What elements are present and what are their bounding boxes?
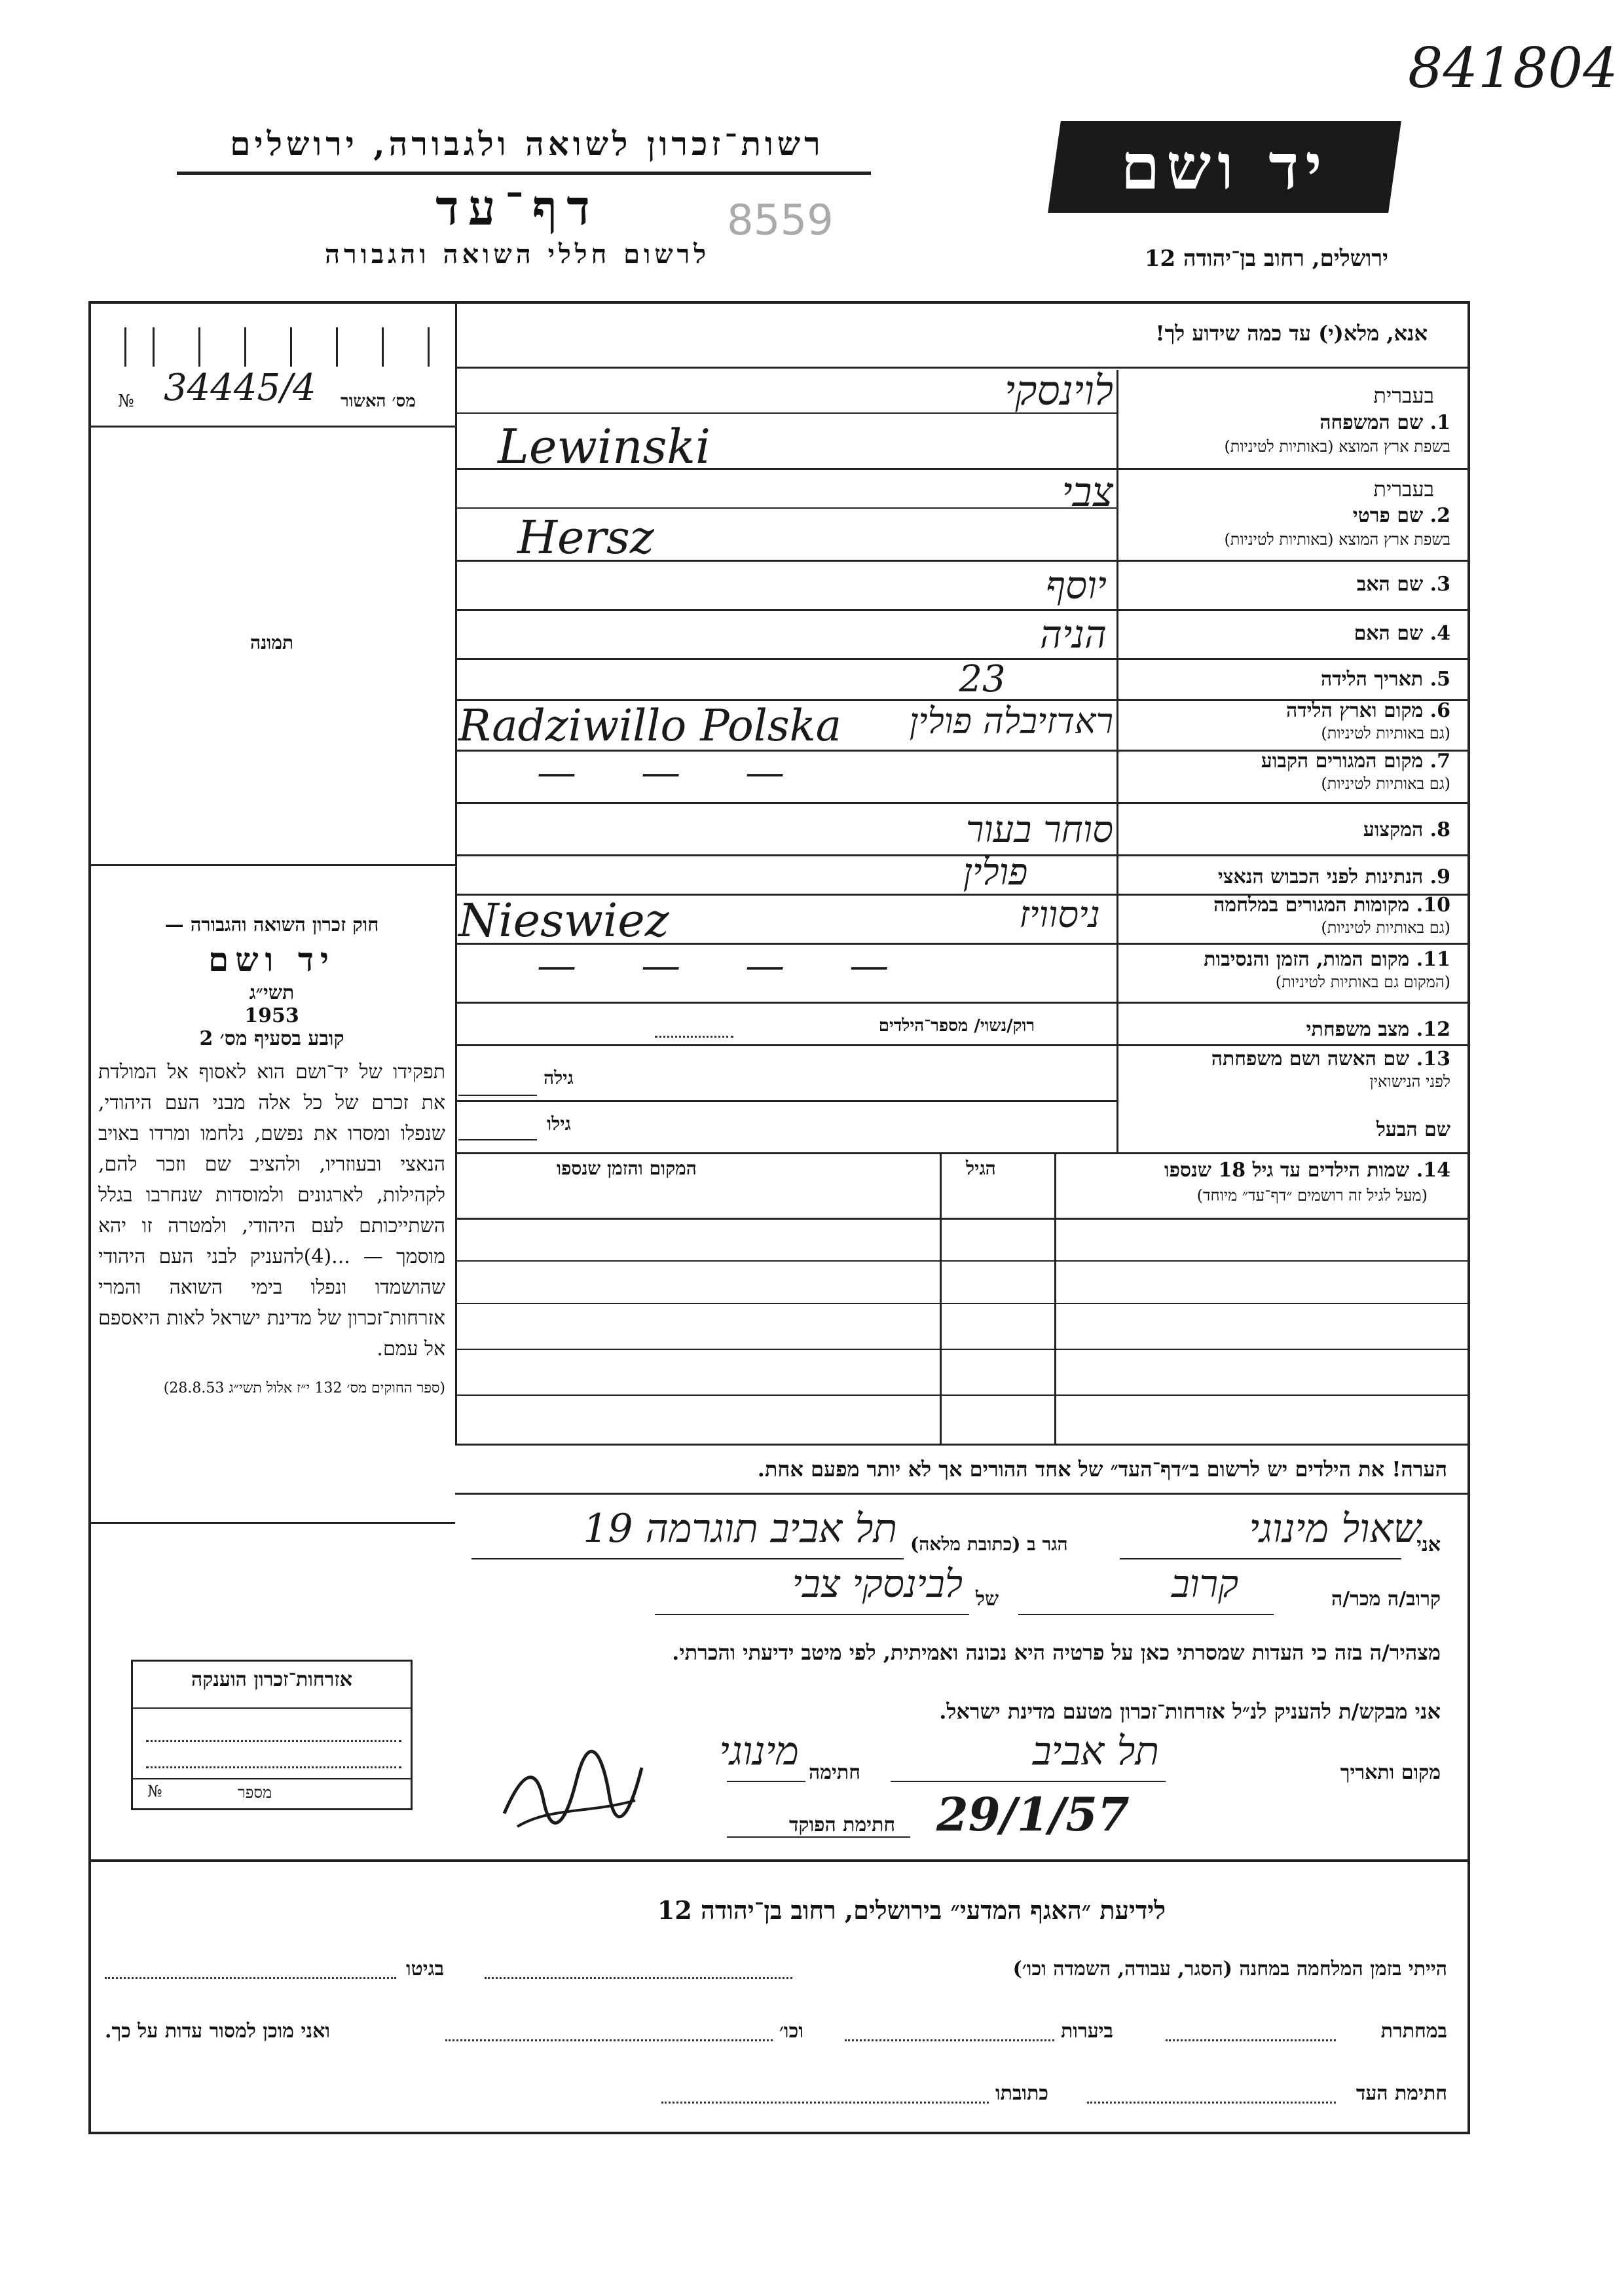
f12-num: 12. [1416,1018,1450,1041]
decl-signature: מינוגי [719,1728,799,1774]
f11-sub: (המקום גם באותיות לטיניות) [1275,973,1450,991]
f5-num: 5. [1430,668,1450,691]
f9-label-text: הנתינות לפני הכבוש הנאצי [1217,866,1424,888]
f2-label-text: שם פרטי [1352,504,1424,527]
tick [428,327,430,367]
f6-num: 6. [1430,699,1450,722]
f7-label-text: מקום המגורים הקבוע [1261,750,1424,773]
f14-label-text: שמות הילדים עד גיל 18 שנספו [1164,1159,1410,1182]
row-line [455,609,1470,611]
law-year-heb: תשי״ג [249,981,295,1004]
f11-num: 11. [1416,948,1450,971]
f12-label [1306,1018,1450,1041]
f5-value: 23 [959,658,1006,701]
dotted-line [485,1977,792,1979]
f14-col-age: הגיל [966,1157,996,1179]
row-line [891,1781,1166,1782]
row-line [455,507,1116,509]
decl-residing: הגר ב (כתובת מלאה) [910,1533,1068,1555]
row-line [455,1303,1470,1304]
bottom-underground: במחתרת [1380,2020,1447,2043]
decl-signature-label: חתימה [809,1761,860,1784]
row-line [455,560,1470,562]
f14-label [1164,1159,1450,1182]
row-line [1120,1558,1401,1559]
f10-label [1213,894,1450,917]
row-line [455,1260,1470,1262]
f4-label [1354,622,1450,645]
f3-num: 3. [1430,573,1450,596]
f1-label [1320,411,1450,434]
law-ref: (ספר החוקים מס׳ 132 י״ז אלול תשי״ג 28.8.53) [163,1380,445,1396]
f8-value: סוחר בעור [965,809,1113,851]
cert-number: 34445/4 [164,367,316,409]
row-line [88,864,455,866]
f9-num: 9. [1430,866,1450,888]
row-line [1018,1614,1274,1615]
f8-label-text: המקצוע [1363,818,1424,841]
f6-value-latin: Radziwillo Polska [458,701,842,751]
f1-num: 1. [1430,411,1450,434]
f7-sub: (גם באותיות לטיניות) [1321,774,1450,793]
law-year: 1953 [244,1004,299,1027]
f12-label-text: מצב משפחתי [1306,1018,1410,1041]
row-line [727,1836,910,1838]
row-line [458,1139,537,1140]
row-line [455,412,1116,414]
form-title: דף־עד [435,180,599,236]
f8-num: 8. [1430,818,1450,841]
f11-label-text: מקום המות, הזמן והנסיבות [1204,948,1410,971]
row-line [133,1778,411,1779]
row-line [455,1493,1470,1495]
citizenship-box [131,1660,413,1810]
bottom-ready: ואני מוכן למסור עדות על כך. [105,2020,331,2043]
f6-label-text: מקום וארץ הלידה [1285,699,1424,722]
section-rule [88,1859,1470,1862]
f4-label-text: שם האם [1354,622,1424,645]
row-line [88,1522,455,1524]
row-line [455,1218,1470,1220]
tick [382,327,384,367]
f13-sub: לפני הנישואין [1369,1072,1450,1091]
note-text: הערה! את הילדים יש לרשום ב״דף־העד״ של אחד ההורים אך לא יותר מפעם אחת. [757,1457,1447,1482]
f14-sub: (מעל לגיל זה רושמים ״דף־עד״ מיוחד) [1196,1186,1428,1205]
decl-request: אני מבקש/ת להעניק לנ״ל אזרחות־זכרון מטעם מדינת ישראל. [939,1699,1441,1724]
f2-sub: בשפת ארץ המוצא (באותיות לטיניות) [1224,530,1450,549]
dotted-line [146,1740,401,1742]
tick [290,327,292,367]
f7-num: 7. [1430,750,1450,773]
f5-label [1321,668,1450,691]
f9-value: פולין [963,851,1028,894]
f13-label [1211,1048,1450,1070]
decl-statement: מצהיר/ה בזה כי העדות שמסרתי כאן על פרטיה היא נכונה ואמיתית, לפי מיטב ידיעתי והכרתי. [672,1640,1441,1665]
form-subtitle: לרשום חללי השואה והגבורה [324,239,710,270]
f9-label [1218,866,1450,888]
authority-name: רשות־זכרון לשואה ולגבורה, ירושלים [230,124,824,163]
f4-value: הניה [1039,612,1107,657]
bottom-address-label: כתובתו [995,2082,1049,2105]
dotted-line [661,2102,989,2104]
bottom-witness-sig: חתימת העד [1356,2082,1447,2105]
dotted-line [105,1977,396,1979]
row-line [727,1781,805,1782]
official-signature-scribble [498,1741,648,1840]
dotted-line [1087,2102,1336,2104]
law-box [98,913,445,1398]
row-line [455,1444,1470,1446]
law-title: חוק זכרון השואה והגבורה — [164,913,379,936]
row-line [455,1044,1470,1046]
f6-value-heb: ראדזיבלה פולין [909,701,1113,742]
dotted-line [445,2039,773,2041]
left-column-divider [455,301,457,1444]
row-line [455,1349,1470,1350]
row-line [455,1002,1470,1004]
instruction-text: אנא, מלא(י) עד כמה שידוע לך! [1155,321,1428,346]
f1-sub: בשפת ארץ המוצא (באותיות לטיניות) [1224,437,1450,456]
tick [198,327,200,367]
decl-relative-name: לבינסקי צבי [792,1561,963,1606]
decl-place-date-label: מקום ותאריך [1340,1761,1441,1784]
bottom-title: לידיעת ״האגף המדעי״ בירושלים, רחוב בן־יהודה 12 [657,1895,1166,1925]
bottom-line1: הייתי בזמן המלחמה במחנה (הסגר, עבודה, השמדה וכו׳) [1012,1958,1447,1980]
row-line [455,1152,1470,1154]
col-line [1054,1152,1056,1444]
decl-i-label: אני [1416,1533,1441,1556]
citizenship-title: אזרחות־זכרון הוענקה [191,1668,353,1691]
dotted-line [1166,2039,1336,2041]
label-column-divider [1116,370,1118,1152]
f10-value-heb: ניסוויז [1019,894,1100,936]
decl-relative-label: קרוב/ה מכר/ה [1331,1588,1441,1611]
f12-options: רוק/נשוי/ מספר־הילדים [878,1016,1035,1036]
f11-label [1204,948,1450,971]
institution-address: ירושלים, רחוב בן־יהודה 12 [1144,246,1388,272]
tick [244,327,246,367]
f5-label-text: תאריך הלידה [1321,668,1424,691]
f10-num: 10. [1416,894,1450,917]
f3-value: יוסף [1045,563,1107,608]
stamp-number: 8559 [727,196,834,245]
row-line [455,1394,1470,1396]
row-line [471,1558,904,1559]
f3-label [1357,573,1450,596]
f7-label [1261,750,1450,773]
f10-value-latin: Nieswiez [458,894,669,947]
wife-age-label: גילה [544,1067,574,1089]
f13-label-text: שם האשה ושם משפחתה [1211,1048,1410,1070]
row-line [133,1707,411,1709]
f6-label [1286,699,1450,722]
decl-of-label: של [976,1588,999,1611]
col-line [940,1152,942,1444]
f2-value-latin: Hersz [517,511,654,564]
logo-text: יד ושם [1120,130,1329,204]
f7-value: — — — [537,750,811,795]
f2-num: 2. [1430,504,1450,527]
law-section: קובע בסעיף מס׳ 2 [199,1027,344,1050]
cert-ticks [124,327,447,367]
f1-label-text: שם המשפחה [1320,411,1424,434]
dotted-line [655,1036,733,1038]
f8-label [1363,818,1450,841]
row-line [455,802,1470,804]
bottom-ghetto: בגיטו [406,1958,445,1980]
f14-num: 14. [1416,1159,1450,1182]
law-name: יד ושם [208,940,335,979]
law-text: תפקידו של יד־ושם הוא לאסוף אל המולדת את זכרם של כל אלה מבני העם היהודי, שנפלו ומסרו את נפשם, נלחמו ומרדו באויב הנאצי ובעוזריו, ולהציב שם וזכר להם, לקהילות, לארגונים ולמוסדות שנחרבו בגלל השתייכותם לעם היהודי, ולמטרה זו יהא מוסמך — ...(4)להעניק לבני העם היהודי שהושמדו ונפלו בימי השואה והמרי אזרחות־זכרון של מדינת ישראל לאות היאספם אל עמם. [98,1061,446,1360]
tick [336,327,338,367]
f4-num: 4. [1430,622,1450,645]
f10-label-text: מקומות המגורים במלחמה [1213,894,1410,917]
f1-value-latin: Lewinski [498,419,711,474]
f1-heb-tag: בעברית [1373,383,1434,408]
bottom-etc: וכו׳ [779,2020,803,2043]
decl-date: 29/1/57 [936,1787,1130,1842]
f6-sub: (גם באותיות לטיניות) [1321,724,1450,742]
f2-value-heb: צבי [1061,468,1113,516]
f1-value-heb: לוינסקי [1005,367,1113,414]
citizenship-no-sign: № [147,1782,162,1800]
husband-age-label: גילו [547,1113,571,1135]
dotted-line [845,2039,1054,2041]
row-line [655,1614,969,1615]
row-line [458,1095,537,1096]
header-rule [177,172,871,175]
decl-place: תל אביב [1032,1728,1159,1774]
yad-vashem-logo [1048,121,1401,213]
f2-heb-tag: בעברית [1373,477,1434,501]
photo-label: תמונה [249,632,294,653]
cert-label: מס׳ האשור [341,392,416,411]
f2-label [1353,504,1450,527]
archive-number: 841804 [1408,36,1618,100]
row-line [455,1100,1116,1102]
cert-no-sign: № [118,392,134,411]
decl-relation: קרוב [1171,1561,1239,1606]
row-line [88,426,455,428]
decl-address: תל אביב תוגרמה 19 [583,1506,897,1552]
husband-label: שם הבעל [1376,1118,1450,1141]
decl-official-label: חתימת הפוקד [789,1813,896,1836]
citizenship-number-label: מספר [238,1783,272,1802]
decl-name: שאול מינוגי [1249,1506,1421,1552]
f10-sub: (גם באותיות לטיניות) [1321,919,1450,937]
f14-col-place: המקום והזמן שנספו [557,1157,697,1179]
f3-label-text: שם האב [1356,573,1424,596]
dotted-line [146,1766,401,1768]
bottom-forests: ביערות [1061,2020,1114,2043]
f13-num: 13. [1416,1048,1450,1070]
tick [153,327,155,367]
f11-value: — — — — [537,943,915,989]
